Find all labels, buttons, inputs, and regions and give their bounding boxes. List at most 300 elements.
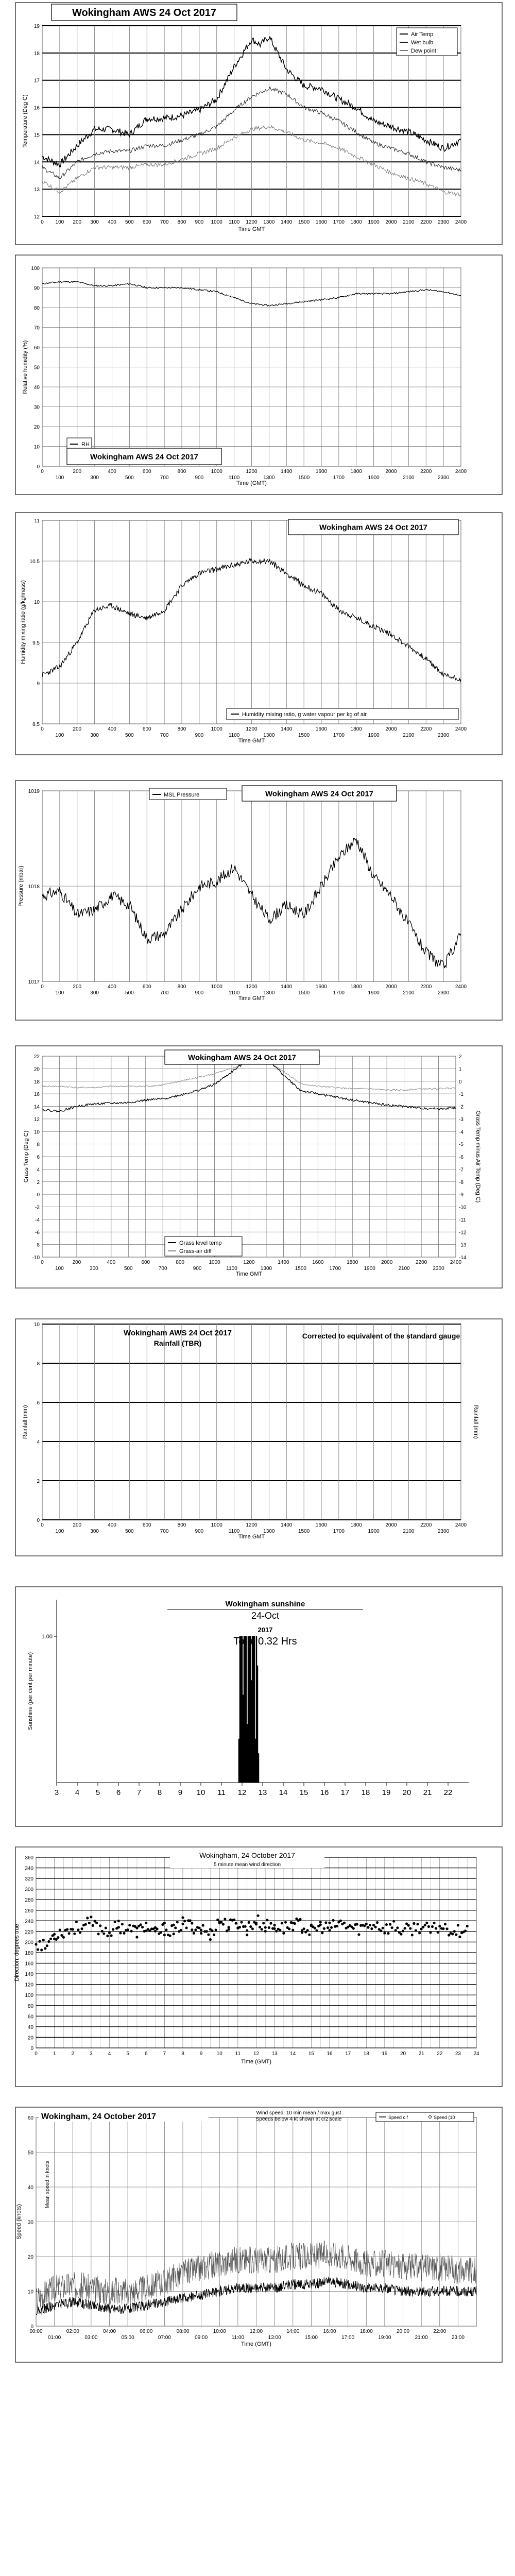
- chart-7-x-tick-label: 6: [144, 2051, 148, 2057]
- chart-1-legend: [67, 438, 92, 449]
- chart-0-legend-label: Dew point: [411, 48, 436, 54]
- chart-4-y2-tick-label: 2: [459, 1054, 462, 1060]
- chart-5-x-tick-label: 1400: [281, 1522, 293, 1528]
- chart-7-point: [415, 1929, 417, 1932]
- chart-1-x-tick-label: 200: [73, 469, 82, 474]
- chart-5-x-tick-label: 2400: [455, 1522, 467, 1528]
- chart-7-point: [407, 1924, 410, 1927]
- chart-0-x-tick-label: 300: [90, 219, 99, 225]
- chart-4-x-tick-label: 1600: [312, 1260, 324, 1265]
- chart-7-point: [442, 1927, 444, 1930]
- chart-7-point: [216, 1919, 219, 1921]
- chart-0-x-tick-label: 100: [55, 219, 64, 225]
- chart-0-y-tick-label: 15: [33, 132, 40, 139]
- chart-7-point: [101, 1930, 104, 1933]
- chart-7-point: [328, 1929, 331, 1931]
- chart-3-x-tick-label: 500: [125, 990, 134, 996]
- chart-4-y2-tick-label: -4: [459, 1129, 464, 1136]
- chart-7-point: [105, 1927, 107, 1929]
- chart-4-y-tick-label: 2: [37, 1179, 40, 1185]
- chart-7-point: [314, 1927, 316, 1929]
- chart-7-point: [409, 1927, 411, 1930]
- chart-8-x-tick-label: 19:00: [378, 2335, 391, 2341]
- chart-2-legend-label: Humidity mixing ratio, g water vapour per kg of air: [242, 711, 367, 718]
- chart-7-point: [200, 1929, 202, 1931]
- chart-7-point: [108, 1931, 111, 1934]
- chart-0-title-box: [52, 4, 237, 21]
- chart-7-point: [213, 1934, 215, 1936]
- chart-1-x-tick-label: 1400: [281, 469, 293, 474]
- chart-4-y2-tick-label: -7: [459, 1167, 464, 1173]
- chart-3-y-axis-label: Pressure (mbar): [18, 866, 24, 907]
- chart-6-x-tick-label: 10: [196, 1788, 205, 1797]
- chart-7-point: [176, 1921, 179, 1923]
- chart-7-point: [46, 1944, 48, 1947]
- chart-7-point: [275, 1930, 278, 1933]
- chart-1-x-tick-label: 1900: [368, 475, 380, 481]
- chart-7-point: [433, 1922, 436, 1924]
- chart-7-point: [453, 1930, 456, 1933]
- chart-3-x-tick-label: 1500: [298, 990, 310, 996]
- chart-7-point: [194, 1928, 197, 1931]
- chart-4-x-tick-label: 1200: [243, 1260, 255, 1265]
- chart-0-y-tick-label: 16: [33, 105, 40, 111]
- chart-7-point: [416, 1923, 419, 1925]
- chart-0-x-tick-label: 2200: [420, 219, 432, 225]
- chart-3-title-box: [242, 786, 397, 801]
- chart-7-point: [294, 1922, 296, 1925]
- chart-7-point: [240, 1921, 243, 1923]
- chart-7-y-tick-label: 300: [25, 1887, 33, 1893]
- chart-1-y-tick-label: 80: [33, 306, 40, 311]
- chart-7-point: [249, 1925, 252, 1928]
- chart-4-x-tick-label: 1500: [295, 1266, 306, 1272]
- chart-7-x-tick-label: 11: [235, 2051, 241, 2057]
- chart-7-point: [73, 1933, 76, 1935]
- chart-8-x-tick-label: 00:00: [29, 2329, 43, 2334]
- chart-7-point: [119, 1931, 122, 1934]
- chart-3-x-tick-label: 1600: [315, 984, 328, 990]
- chart-6-x-tick-label: 5: [95, 1788, 100, 1797]
- chart-2-x-tick-label: 2300: [438, 733, 450, 738]
- chart-7-point: [382, 1927, 384, 1929]
- chart-7-point: [57, 1936, 59, 1939]
- chart-8-x-tick-label: 08:00: [176, 2329, 190, 2334]
- chart-7-point: [68, 1932, 71, 1935]
- chart-7-point: [369, 1924, 371, 1926]
- chart-0-x-tick-label: 1900: [368, 219, 380, 225]
- chart-7-point: [44, 1947, 46, 1950]
- chart-7-x-tick-label: 21: [418, 2051, 424, 2057]
- chart-4-y-tick-label: -8: [35, 1242, 40, 1248]
- chart-0-x-tick-label: 1200: [246, 219, 258, 225]
- chart-7-point: [319, 1921, 322, 1923]
- chart-7-point: [88, 1922, 91, 1924]
- chart-5-x-tick-label: 1900: [368, 1529, 380, 1534]
- chart-2-y-tick-label: 8.5: [32, 722, 40, 727]
- chart-0-y-tick-label: 19: [33, 24, 40, 29]
- chart-7-point: [53, 1933, 56, 1936]
- chart-8-x-tick-label: 22:00: [433, 2329, 447, 2334]
- chart-7-point: [392, 1920, 395, 1923]
- chart-7-point: [327, 1926, 329, 1929]
- chart-2-y-axis-label: Humidity mixing ratio (g/kg/mass): [20, 580, 26, 664]
- chart-4-x-tick-label: 100: [55, 1266, 64, 1272]
- chart-0-legend: [397, 28, 457, 56]
- chart-1-y-tick-label: 0: [37, 464, 40, 470]
- chart-8-x-tick-label: 14:00: [286, 2329, 300, 2334]
- chart-7-point: [215, 1928, 217, 1931]
- chart-3-x-tick-label: 900: [195, 990, 204, 996]
- chart-0-y-tick-label: 17: [33, 78, 40, 84]
- chart-7-point: [418, 1931, 421, 1934]
- chart-8-x-tick-label: 11:00: [231, 2335, 245, 2341]
- chart-7-point: [102, 1933, 105, 1935]
- chart-2-x-tick-label: 800: [177, 726, 186, 732]
- chart-3-y-tick-label: 1019: [28, 789, 40, 794]
- chart-7-point: [269, 1922, 272, 1925]
- chart-5-x-tick-label: 1700: [333, 1529, 345, 1534]
- chart-4-legend: [165, 1236, 242, 1256]
- chart-4-x-tick-label: 200: [72, 1260, 81, 1265]
- chart-3-x-tick-label: 600: [142, 984, 151, 990]
- chart-7-point: [47, 1940, 50, 1943]
- chart-7-point: [181, 1916, 184, 1919]
- chart-5-x-tick-label: 2000: [385, 1522, 397, 1528]
- chart-7-y-tick-label: 220: [25, 1929, 33, 1935]
- chart-7-title: Wokingham, 24 October 2017: [199, 1851, 295, 1859]
- chart-7-point: [238, 1926, 241, 1928]
- chart-3-y-tick-label: 1017: [28, 979, 40, 985]
- chart-2-x-tick-label: 1300: [263, 733, 275, 738]
- chart-5-y-tick-label: 4: [37, 1439, 40, 1445]
- chart-7-point: [385, 1923, 388, 1926]
- chart-3-x-tick-label: 2200: [420, 984, 432, 990]
- chart-2-x-tick-label: 1700: [333, 733, 345, 738]
- chart-4-y2-tick-label: -3: [459, 1116, 464, 1123]
- chart-2-x-tick-label: 700: [160, 733, 169, 738]
- chart-1-x-tick-label: 2400: [455, 469, 467, 474]
- chart-7-point: [438, 1925, 441, 1927]
- chart-2-x-tick-label: 600: [142, 726, 151, 732]
- chart-7-x-tick-label: 15: [308, 2051, 314, 2057]
- chart-1-x-tick-label: 300: [90, 475, 99, 481]
- chart-4-y2-tick-label: -5: [459, 1142, 464, 1148]
- chart-2-x-tick-label: 2200: [420, 726, 432, 732]
- chart-8-x-tick-label: 06:00: [140, 2329, 153, 2334]
- chart-5-y-axis-label: Rainfall (mm): [22, 1405, 28, 1439]
- chart-7-point: [321, 1931, 323, 1934]
- chart-7-point: [246, 1934, 248, 1936]
- chart-7-point: [112, 1928, 114, 1930]
- chart-3-x-tick-label: 800: [177, 984, 186, 990]
- chart-7-point: [128, 1924, 131, 1926]
- chart-7-point: [191, 1928, 193, 1931]
- chart-6-x-tick-label: 20: [402, 1788, 411, 1797]
- chart-3-x-tick-label: 700: [160, 990, 169, 996]
- chart-7-point: [130, 1930, 133, 1933]
- chart-7-x-tick-label: 3: [90, 2051, 93, 2057]
- chart-7-point: [336, 1925, 338, 1927]
- chart-7-point: [163, 1922, 166, 1924]
- chart-7-y-tick-label: 60: [27, 2014, 33, 2020]
- chart-7-x-tick-label: 24: [473, 2051, 479, 2057]
- chart-7-point: [145, 1922, 147, 1924]
- chart-0-x-tick-label: 2100: [403, 219, 415, 225]
- chart-7-point: [264, 1930, 267, 1933]
- chart-5-x-tick-label: 1000: [211, 1522, 222, 1528]
- chart-7-point: [389, 1923, 391, 1926]
- chart-7-point: [235, 1922, 237, 1925]
- chart-6-subtitle: 24-Oct: [251, 1611, 280, 1621]
- chart-8-x-tick-label: 13:00: [268, 2335, 281, 2341]
- chart-7-point: [72, 1928, 74, 1930]
- chart-0-x-tick-label: 1500: [298, 219, 310, 225]
- chart-5-x-tick-label: 800: [177, 1522, 186, 1528]
- chart-4-x-tick-label: 2300: [433, 1266, 444, 1272]
- chart-7-point: [97, 1933, 100, 1935]
- chart-4-x-tick-label: 2100: [398, 1266, 410, 1272]
- chart-7-point: [95, 1922, 98, 1924]
- chart-7-point: [92, 1924, 94, 1927]
- chart-7-point: [224, 1918, 226, 1920]
- chart-7-point: [284, 1921, 287, 1924]
- chart-8-legend: [376, 2112, 474, 2122]
- chart-7-point: [174, 1926, 177, 1929]
- chart-7-point: [42, 1939, 45, 1941]
- chart-0-x-tick-label: 1300: [263, 219, 275, 225]
- chart-7-title-box: [170, 1851, 324, 1868]
- chart-1-x-tick-label: 1200: [246, 469, 258, 474]
- chart-7-y-tick-label: 180: [25, 1951, 33, 1956]
- chart-1-x-tick-label: 2300: [438, 475, 450, 481]
- chart-8-annotation: Mean speed in knots: [45, 2160, 50, 2209]
- chart-7-y-tick-label: 20: [27, 2035, 33, 2041]
- chart-7-x-tick-label: 10: [216, 2051, 222, 2057]
- chart-6-x-tick-label: 15: [299, 1788, 308, 1797]
- chart-5-x-tick-label: 1600: [315, 1522, 328, 1528]
- chart-7-point: [181, 1923, 184, 1925]
- chart-6-x-tick-label: 13: [258, 1788, 267, 1797]
- chart-1-y-tick-label: 100: [31, 266, 40, 272]
- chart-7-point: [310, 1924, 313, 1926]
- chart-7-point: [222, 1923, 225, 1925]
- chart-7-point: [306, 1929, 309, 1931]
- chart-7-point: [262, 1922, 265, 1924]
- chart-7-point: [281, 1922, 283, 1924]
- chart-7-y-tick-label: 100: [25, 1993, 33, 1999]
- chart-4-x-tick-label: 1300: [260, 1266, 272, 1272]
- chart-8-x-tick-label: 09:00: [195, 2335, 208, 2341]
- chart-7-point: [110, 1935, 113, 1937]
- chart-6-y-tick-label: 1.00: [41, 1634, 53, 1640]
- chart-7-point: [99, 1924, 101, 1927]
- chart-2-x-tick-label: 2100: [403, 733, 415, 738]
- chart-2-y-tick-label: 10: [33, 600, 40, 605]
- chart-7-point: [77, 1928, 79, 1931]
- chart-5-x-tick-label: 1500: [298, 1529, 310, 1534]
- chart-0-x-tick-label: 800: [177, 219, 186, 225]
- chart-2-x-tick-label: 500: [125, 733, 134, 738]
- chart-2-x-tick-label: 1600: [315, 726, 328, 732]
- chart-7-axes: [14, 1855, 479, 2065]
- chart-8-y-tick-label: 30: [27, 2219, 33, 2226]
- chart-4-x-tick-label: 2000: [381, 1260, 393, 1265]
- chart-1-x-tick-label: 2000: [385, 469, 397, 474]
- chart-5-x-tick-label: 200: [73, 1522, 82, 1528]
- chart-7-point: [75, 1921, 78, 1923]
- chart-4-y2-tick-label: -11: [459, 1217, 466, 1223]
- chart-7-point: [135, 1927, 138, 1929]
- chart-5-x-tick-label: 1800: [350, 1522, 362, 1528]
- chart-7-point: [207, 1934, 210, 1936]
- chart-7-point: [394, 1929, 397, 1931]
- chart-2-x-tick-label: 1000: [211, 726, 222, 732]
- chart-4-y2-axis-label: Grass Temp minus Air Temp (Deg C): [475, 1110, 481, 1203]
- chart-7-point: [198, 1927, 201, 1929]
- chart-4-y-tick-label: -4: [35, 1217, 40, 1223]
- chart-2-y-tick-label: 9.5: [32, 640, 40, 646]
- chart-4-x-tick-label: 500: [124, 1266, 133, 1272]
- chart-7-point: [62, 1936, 65, 1939]
- chart-1-x-tick-label: 0: [41, 469, 44, 474]
- chart-8-axes: [16, 2115, 476, 2347]
- chart-7-x-tick-label: 16: [327, 2051, 333, 2057]
- chart-4-x-tick-label: 300: [90, 1266, 98, 1272]
- chart-5-x-tick-label: 500: [125, 1529, 134, 1534]
- chart-7-point: [40, 1948, 43, 1951]
- chart-4-y2-tick-label: -6: [459, 1155, 464, 1160]
- chart-4-y2-tick-label: -8: [459, 1179, 464, 1185]
- chart-7-point: [427, 1925, 430, 1928]
- chart-5-x-tick-label: 900: [195, 1529, 204, 1534]
- chart-7-point: [445, 1927, 448, 1930]
- chart-7-point: [464, 1929, 467, 1932]
- chart-8-note: Speeds below 4 kt shown at c/2 scale: [255, 2116, 342, 2122]
- chart-4-y-tick-label: 10: [33, 1129, 40, 1136]
- chart-3-title: Wokingham AWS 24 Oct 2017: [265, 789, 374, 799]
- chart-7-point: [330, 1926, 333, 1929]
- chart-1-x-tick-label: 100: [55, 475, 64, 481]
- chart-7-y-tick-label: 140: [25, 1972, 33, 1978]
- chart-6-y-axis-label: Sunshine (per cent per minute): [27, 1652, 33, 1731]
- chart-7-point: [123, 1932, 125, 1935]
- chart-7-point: [444, 1923, 447, 1925]
- chart-4-legend-label: Grass-air diff: [179, 1248, 212, 1255]
- chart-2-legend: [227, 708, 458, 720]
- chart-7-point: [356, 1923, 358, 1925]
- chart-2-x-tick-label: 1100: [228, 733, 240, 738]
- chart-7-x-tick-label: 12: [253, 2051, 260, 2057]
- chart-6-x-tick-label: 3: [54, 1788, 59, 1797]
- chart-7-point: [357, 1933, 360, 1936]
- chart-0-y-tick-label: 18: [33, 50, 40, 57]
- chart-1-title: Wokingham AWS 24 Oct 2017: [90, 452, 199, 462]
- chart-1-x-tick-label: 800: [177, 469, 186, 474]
- chart-7-x-tick-label: 17: [345, 2051, 351, 2057]
- chart-0-x-tick-label: 200: [73, 219, 82, 225]
- chart-7-x-tick-label: 0: [35, 2051, 38, 2057]
- chart-7-point: [55, 1938, 58, 1941]
- chart-7-point: [193, 1932, 195, 1935]
- chart-7-point: [246, 1929, 248, 1932]
- chart-7-x-tick-label: 22: [437, 2051, 443, 2057]
- chart-7-point: [303, 1927, 305, 1930]
- chart-7-point: [352, 1927, 355, 1930]
- chart-4-x-tick-label: 2200: [415, 1260, 427, 1265]
- chart-6-x-tick-label: 8: [157, 1788, 162, 1797]
- chart-4-y-tick-label: 18: [33, 1079, 40, 1085]
- chart-7-point: [209, 1938, 212, 1941]
- chart-8-title-box: [39, 2110, 342, 2122]
- chart-2-title: Wokingham AWS 24 Oct 2017: [319, 523, 428, 532]
- chart-4-x-tick-label: 1400: [278, 1260, 289, 1265]
- chart-7-x-tick-label: 5: [126, 2051, 129, 2057]
- chart-4-y2-tick-label: -12: [459, 1230, 467, 1236]
- chart-7-point: [376, 1921, 379, 1924]
- chart-7-point: [39, 1940, 41, 1943]
- chart-7-point: [457, 1924, 459, 1926]
- chart-3-x-tick-label: 1000: [211, 984, 222, 990]
- chart-8-x-tick-label: 04:00: [102, 2329, 116, 2334]
- chart-5-x-tick-label: 1100: [228, 1529, 240, 1534]
- chart-7-point: [282, 1932, 285, 1935]
- chart-8-x-tick-label: 12:00: [249, 2329, 263, 2334]
- chart-7-point: [380, 1929, 382, 1932]
- chart-7-y-tick-label: 320: [25, 1876, 33, 1883]
- chart-3-x-tick-label: 2400: [455, 984, 467, 990]
- chart-4-y2-tick-label: 0: [459, 1079, 462, 1085]
- chart-7-point: [288, 1927, 290, 1930]
- chart-6-x-tick-label: 9: [178, 1788, 183, 1797]
- chart-7-point: [451, 1933, 454, 1935]
- chart-7-point: [332, 1919, 335, 1922]
- chart-1-x-tick-label: 600: [142, 469, 151, 474]
- chart-7-point: [431, 1925, 434, 1928]
- chart-7-point: [413, 1922, 415, 1925]
- chart-7-point: [154, 1930, 157, 1933]
- chart-6-x-tick-label: 21: [423, 1788, 432, 1797]
- chart-7-point: [117, 1926, 120, 1928]
- chart-4-title: Wokingham AWS 24 Oct 2017: [187, 1053, 297, 1062]
- chart-1-x-tick-label: 1600: [315, 469, 328, 474]
- chart-1-y-tick-label: 40: [33, 385, 40, 391]
- chart-4-x-tick-label: 1900: [364, 1266, 375, 1272]
- chart-5-x-tick-label: 0: [41, 1522, 44, 1528]
- chart-7-point: [211, 1929, 213, 1932]
- chart-7-x-axis-label: Time (GMT): [241, 2059, 271, 2065]
- chart-3-x-tick-label: 2000: [385, 984, 397, 990]
- chart-0-x-tick-label: 600: [142, 219, 151, 225]
- chart-7-point: [37, 1948, 39, 1951]
- chart-2-x-tick-label: 300: [90, 733, 99, 738]
- chart-8-x-tick-label: 17:00: [341, 2335, 355, 2341]
- chart-5-note: Corrected to equivalent of the standard gauge: [302, 1332, 460, 1340]
- chart-7-x-tick-label: 23: [455, 2051, 461, 2057]
- chart-2-x-axis-label: Time GMT: [238, 738, 265, 744]
- chart-2-y-tick-label: 10.5: [29, 559, 40, 565]
- chart-6-x-tick-label: 16: [320, 1788, 329, 1797]
- chart-7-point: [244, 1925, 247, 1928]
- chart-3-x-tick-label: 2300: [438, 990, 450, 996]
- chart-2-x-tick-label: 1500: [298, 733, 310, 738]
- chart-7-point: [200, 1932, 202, 1935]
- chart-7-point: [316, 1929, 318, 1932]
- chart-7-point: [391, 1926, 393, 1929]
- chart-5-y-tick-label: 2: [37, 1479, 40, 1484]
- chart-6-year: 2017: [258, 1626, 273, 1634]
- chart-4-y-tick-label: 0: [37, 1192, 40, 1198]
